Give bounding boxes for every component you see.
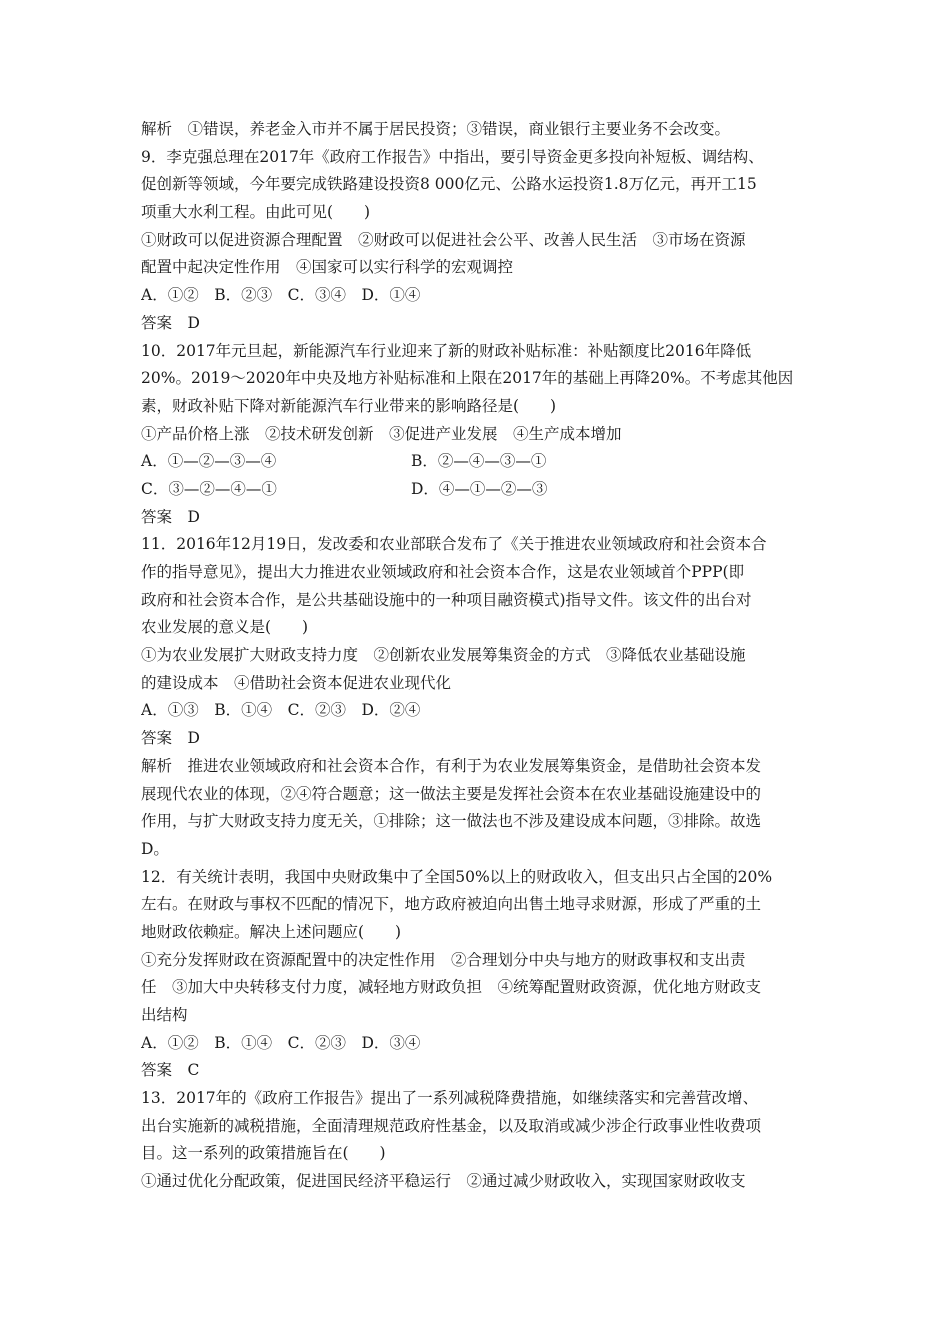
text-line: ①产品价格上涨 ②技术研发创新 ③促进产业发展 ④生产成本增加 bbox=[141, 424, 622, 443]
text-line: 地财政依赖症。解决上述问题应( ) bbox=[141, 922, 402, 941]
text-line: 左右。在财政与事权不匹配的情况下，地方政府被迫向出售土地寻求财源，形成了严重的土 bbox=[141, 895, 762, 914]
question-9-stem: 9．李克强总理在2017年《政府工作报告》中指出，要引导资金更多投向补短板、调结构、 bbox=[141, 147, 764, 166]
text-line: 促创新等领域，今年要完成铁路建设投资8 000亿元、公路水运投资1.8万亿元，再开工15 bbox=[141, 175, 757, 194]
text-line: 目。这一系列的政策措施旨在( ) bbox=[141, 1144, 386, 1163]
text-line: ①充分发挥财政在资源配置中的决定性作用 ②合理划分中央与地方的财政事权和支出责 bbox=[141, 950, 746, 969]
text-line: 任 ③加大中央转移支付力度，减轻地方财政负担 ④统筹配置财政资源，优化地方财政支 bbox=[141, 978, 762, 997]
answer-line: 答案 D bbox=[141, 507, 200, 526]
question-13-stem: 13．2017年的《政府工作报告》提出了一系列减税降费措施，如继续落实和完善营改增、 bbox=[141, 1089, 759, 1108]
text-line: 出台实施新的减税措施，全面清理规范政府性基金，以及取消或减少涉企行政事业性收费项 bbox=[141, 1116, 762, 1135]
text-line: 政府和社会资本合作，是公共基础设施中的一种项目融资模式)指导文件。该文件的出台对 bbox=[141, 590, 752, 609]
text-line: 项重大水利工程。由此可见( ) bbox=[141, 203, 371, 222]
answer-options: A．①② B．②③ C．③④ D．①④ bbox=[141, 286, 421, 305]
text-line: ①财政可以促进资源合理配置 ②财政可以促进社会公平、改善人民生活 ③市场在资源 bbox=[141, 230, 746, 249]
answer-line: 答案 D bbox=[141, 729, 200, 748]
text-line: 作用，与扩大财政支持力度无关，①排除；这一做法也不涉及建设成本问题，③排除。故选 bbox=[141, 812, 762, 831]
option-d: D．④—①—②—③ bbox=[411, 479, 548, 498]
text-line: ①通过优化分配政策，促进国民经济平稳运行 ②通过减少财政收入，实现国家财政收支 bbox=[141, 1172, 746, 1191]
explanation-line: 解析 推进农业领域政府和社会资本合作，有利于为农业发展筹集资金，是借助社会资本发 bbox=[141, 756, 762, 775]
question-10-stem: 10．2017年元旦起，新能源汽车行业迎来了新的财政补贴标准：补贴额度比2016年降低 bbox=[141, 341, 752, 360]
text-line: 素，财政补贴下降对新能源汽车行业带来的影响路径是( ) bbox=[141, 396, 557, 415]
option-a: A．①—②—③—④ bbox=[141, 452, 277, 471]
text-line: 配置中起决定性作用 ④国家可以实行科学的宏观调控 bbox=[141, 258, 514, 277]
question-11-stem: 11．2016年12月19日，发改委和农业部联合发布了《关于推进农业领域政府和社会资本合 bbox=[141, 535, 767, 554]
text-line: ①为农业发展扩大财政支持力度 ②创新农业发展筹集资金的方式 ③降低农业基础设施 bbox=[141, 646, 746, 665]
answer-line: 答案 D bbox=[141, 313, 200, 332]
question-12-stem: 12．有关统计表明，我国中央财政集中了全国50%以上的财政收入，但支出只占全国的20% bbox=[141, 867, 773, 886]
document-page bbox=[141, 116, 816, 1196]
text-line: 农业发展的意义是( ) bbox=[141, 618, 309, 637]
text-line: 的建设成本 ④借助社会资本促进农业现代化 bbox=[141, 673, 452, 692]
q10-options-row-2 bbox=[141, 476, 816, 504]
q10-options-row-1 bbox=[141, 448, 816, 476]
answer-options: A．①③ B．①④ C．②③ D．②④ bbox=[141, 701, 421, 720]
text-line: 20%。2019～2020年中央及地方补贴标准和上限在2017年的基础上再降20%。不考虑其他因 bbox=[141, 369, 794, 388]
option-b: B．②—④—③—① bbox=[411, 452, 547, 471]
text-line: D。 bbox=[141, 839, 169, 858]
answer-options: A．①② B．①④ C．②③ D．③④ bbox=[141, 1033, 421, 1052]
text-line: 展现代农业的体现，②④符合题意；这一做法主要是发挥社会资本在农业基础设施建设中的 bbox=[141, 784, 762, 803]
answer-line: 答案 C bbox=[141, 1061, 200, 1080]
text-line: 作的指导意见》，提出大力推进农业领域政府和社会资本合作，这是农业领域首个PPP(即 bbox=[141, 563, 745, 581]
option-c: C．③—②—④—① bbox=[141, 479, 277, 498]
text-line: 出结构 bbox=[141, 1006, 188, 1024]
text-line: 解析 ①错误，养老金入市并不属于居民投资；③错误，商业银行主要业务不会改变。 bbox=[141, 120, 731, 138]
